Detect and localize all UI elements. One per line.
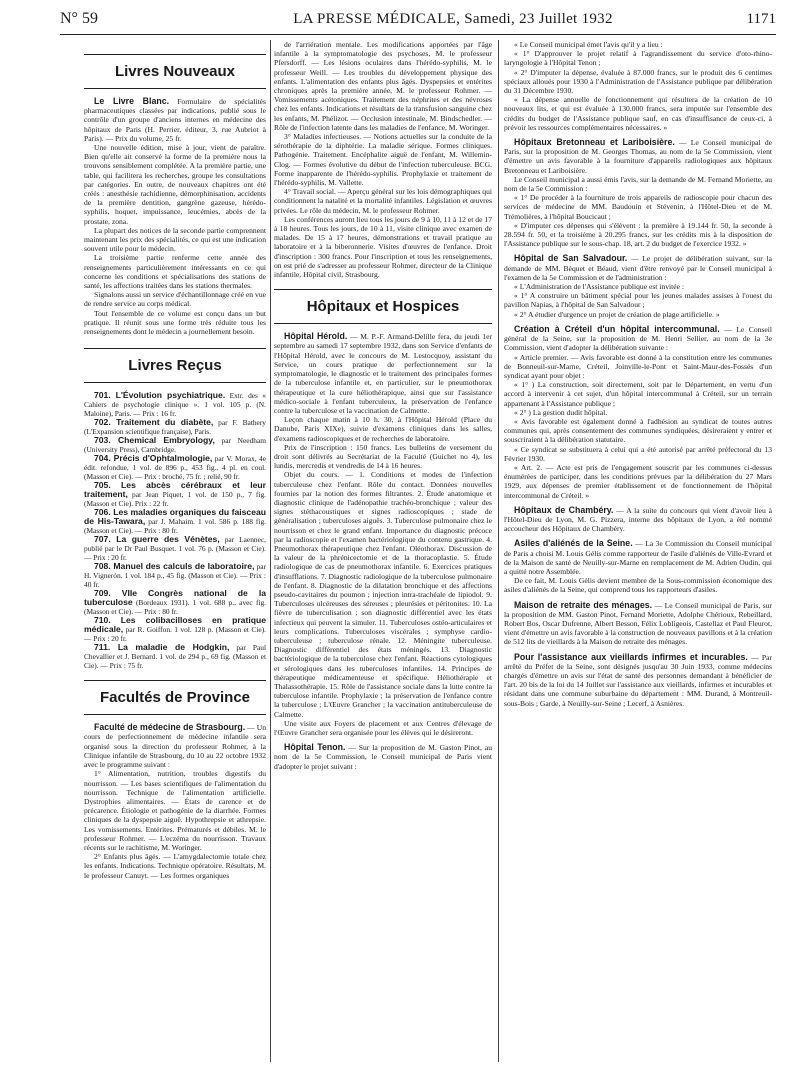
section-title-hopitaux: Hôpitaux et Hospices <box>274 289 492 324</box>
paragraph: « Le Conseil municipal émet l'avis qu'il y a lieu : <box>514 40 663 49</box>
item-heading: Hôpitaux Bretonneau et Lariboisière. <box>514 137 675 148</box>
item-heading: Hôpitaux de Chambéry. <box>514 504 614 515</box>
book-details: par H. Vignerón. 1 vol. 184 p., 45 fig. (Masson et Cie). — Prix : 40 fr. <box>84 562 266 590</box>
section-title-facultes: Facultés de Province <box>84 680 266 715</box>
paragraph: 3° Maladies infectieuses. — Notions actuelles sur la conduite de la sérothérapie de la diphtérie. La maladie sérique. Formes cliniques. Pathogénie. Traitement. Encéphalite aiguë de l'enfant, M. Willemin-Clog. — Formes évolutive du début de l'infection tuberculeuse. BCG. Forme inapparente de l'hérédo-syphilis. Prophylaxie et traitement de l'hérédo-syphilis, M. Vallette. <box>274 132 492 188</box>
paragraph: « La dépense annuelle de fonctionnement qui résultera de la création de 10 nouveaux lits, et qui est évaluée à 130.000 francs, sera imputée sur l'ensemble des crédits du budget de l'Assistance publique sauf, en cas d'insuffisance de ceux-ci, à prévoir les ressources complémentaires nécessaires. » <box>504 95 772 132</box>
book-details: (Bordeaux 1931). 1 vol. 688 p., avec fig. (Masson et Cie). — Prix : 80 fr. <box>84 598 266 617</box>
book-title: 703. Chemical Embryology, <box>94 435 215 446</box>
column-2 <box>274 40 492 1074</box>
paragraph: de l'arriération mentale. Les modifications apportées par l'âge infantile à la symptomatologie des psychoses, M. le professeur Pfersdorff. — Les lésions oculaires dans l'hérédo-syphilis, M. le professeur Weill. — Les troubles du développement physique des enfants. L'alimentation des enfants plus âgés. Dyspepsies et entérites chroniques après la première année, M. le professeur Rohmer. — Vomissements acétoniques. Traitement des néphrites et des névroses chez les enfants. Indications et résultats de la transfusion sanguine chez les enfants, M. Phélizot. — Occlusion intestinale, M. Bindschedler. — Rôle de l'infection latente dans les maladies de l'enfance, M. Woringer. <box>274 40 492 132</box>
book-title: 705. Les abcès cérébraux et leur traitement, <box>84 480 266 500</box>
paragraph: La troisième partie renferme cette année des renseignements particulièrement intéressants en ce qui concerne les conditions et spécialisations des stations de santé, les affections traitées dans les stations thermales. <box>84 253 266 291</box>
paragraph: « 2° ) La gestion dudit hôpital. <box>514 407 608 417</box>
section-title-livres-recus: Livres Reçus <box>84 348 266 383</box>
paragraph: De ce fait, M. Louis Gélis devient membre de la Sous-commission économique des asiles d'aliénés de la Seine, qui comprend tous les rapporteurs d'asiles. <box>504 576 772 595</box>
paragraph <box>274 743 492 771</box>
book-details: par V. Morax, 4e édit. refondue, 1 vol. de 896 p., 453 fig., 4 pl. en coul. (Masson et Cie). — Prix : broché, 75 fr. ; relié, 90 fr. <box>84 454 266 482</box>
paragraph: « L'Administration de l'Assistance publique est invitée : <box>514 282 684 292</box>
item-text: — Le Conseil municipal de Paris, sur la proposition de M. Georges Thomas, au nom de la 5e Commission, vient d'émettre un avis favorable à la fourniture d'appareils radiologiques aux hôpitaux Bretonneau et Lariboisière. <box>504 138 772 175</box>
paragraph <box>84 723 266 769</box>
book-title: 701. L'Évolution psychiatrique. <box>94 390 226 401</box>
book-entry <box>84 436 266 454</box>
column-divider <box>498 40 499 1062</box>
paragraph: « Avis favorable est également donné à l'adhésion au syndicat de toutes autres communes qui, après consentement des communes syndiquées, désireraient y entrer et souscriraient à la délibération statutaire. <box>504 416 772 445</box>
page-number: 1171 <box>746 10 776 27</box>
book-details: par Jean Piquet, 1 vol. de 150 p., 7 fig. (Masson et Cie). Prix : 22 fr. <box>84 490 266 509</box>
paragraph: « 1° D'approuver le projet relatif à l'agrandissement du service d'oto-rhino-laryngologie à l'Hôpital Tenon ; <box>504 49 772 68</box>
book-entry <box>84 391 266 418</box>
paragraph: Le Conseil municipal a aussi émis l'avis, sur la demande de M. Fernand Moriette, au nom de la 5e Commission : <box>504 174 772 194</box>
item-text: — Sur la proposition de M. Gaston Pinot, au nom de la 5e Commission, le Conseil municipal de Paris vient d'adopter le projet suivant : <box>274 743 492 771</box>
paragraph <box>274 332 492 415</box>
item-heading: Hôpital Tenon. <box>284 742 346 753</box>
paragraph <box>504 506 772 534</box>
book-title: 708. Manuel des calculs de laboratoire, <box>94 561 255 572</box>
item-heading: Asiles d'aliénés de la Seine. <box>514 538 633 549</box>
item-text: — A la suite du concours qui vient d'avoir lieu à l'Hôtel-Dieu de Lyon, M. G. Pizzera, interne des hôpitaux de Lyon, a été nommé accoucheur des Hôpitaux de Chambéry. <box>504 505 772 534</box>
item-text: — Le projet de délibération suivant, sur la demande de MM. Bèquet et Béaud, vient d'être renvoyé par le Conseil municipal à l'examen de la 5e Commission et de l'administration : <box>504 254 772 282</box>
paragraph: Tout l'ensemble de ce volume est conçu dans un but pratique. Il réunit sous une forme très réduite tous les renseignements dont le médecin a journellement besoin. <box>84 308 266 337</box>
book-details: par Laennec, publié par le Dr Paul Busquet. 1 vol. 76 p. (Masson et Cie). — Prix : 20 fr. <box>84 535 266 563</box>
book-details: par J. Mahaim. 1 vol. 586 p. 188 fig. (Masson et Cie). — Prix : 80 fr. <box>84 517 266 536</box>
book-title: 702. Traitement du diabète, <box>94 417 214 428</box>
paragraph: « Article premier. — Avis favorable est donné à la constitution entre les communes de Bonneuil-sur-Marne, Créteil, Joinville-le-Pont et Saint-Maur-des-Fossés d'un syndicat ayant pour objet : <box>504 352 772 380</box>
paragraph: 4° Travail social. — Aperçu général sur les lois démographiques qui conditionnent la natalité et la mortalité infantiles. Législation et œuvres privées. Le rôle du médecin, M. le professeur Rohmer. <box>274 187 492 215</box>
book-details: par F. Bathery (L'Expansion scientifique française), Paris. <box>84 418 266 437</box>
paragraph: Objet du cours. — 1. Conditions et modes de l'infection tuberculeuse chez l'enfant. Rôle du contact. Données nouvelles fournies par la notion des formes filtrantes. 2. Étude anatomique et diagnostic clinique de l'adénopathie trachéo-bronchique ; valeur des signes stéthacoustiques et signes radioscopiques ; stade de généralisation ; tuberculoses aiguës. 3. Tuberculose pulmonaire chez le nourrisson et chez le grand enfant. Importance du diagnostic précoce par la radioscopie et l'examen bactériologique du contenu gastrique. 4. Pneumothorax thérapeutique chez l'enfant. Oléothorax. Discussion de la valeur de la phrénicectomie et de la thoracoplastie. 5. Étude radiologique de cas de pneumothorax infantile. 6. Exercices pratiques d'insufflations. 7. Diagnostic radiologique de la tuberculose pulmonaire de l'enfant. 8. Diagnostic de la dilatation bronchique et des affections pseudo-cavitaires du poumon ; injection intra-trachéale de lipiodol. 9. Tuberculoses ulcéreuses des séreuses ; pleurésies et péritonites. 10. La fièvre de tuberculisation ; son diagnostic différentiel avec les états infectieux qui peuvent la simuler. 11. Tuberculoses ostéo-articulaires et leurs complications. Tuberculoses viscérales ; symphyse cardio-tuberculeuse ; tuberculose rénale. 12. Méningite tuberculeuse. Diagnostic différentiel des états méningés. 13. Diagnostic bactériologique de la tuberculose chez l'enfant. Réactions cytologiques et sérologiques dans les tuberculoses infantiles. 14. Principes de thérapeutique médicamenteuse et spécifique. Héliothérapie et Thalassothérapie. 15. Rôle de l'assistance sociale dans la lutte contre la tuberculose infantile. Prophylaxie ; la préservation de l'enfance contre la tuberculose ; L'Œuvre Grancher ; la vaccination antituberculeuse de Calmette. <box>274 470 492 719</box>
paragraph: « 2° D'imputer la dépense, évaluée à 87.000 francs, sur le produit des 6 centimes spéciaux alloués pour 1930 à l'Administration de l'Assistance publique par délibération du 31 Décembre 1930. <box>504 67 772 96</box>
paragraph <box>504 325 772 353</box>
paragraph: « 1° De procéder à la fourniture de trois appareils de radioscopie pour chacun des services de médecine de MM. Baudouin et Stévenin, à l'Hôtel-Dieu et de M. Trémolières, à l'hôpital Boucicaut ; <box>504 193 772 221</box>
book-title: 704. Précis d'Ophtalmologie, <box>94 453 213 464</box>
paragraph <box>504 138 772 175</box>
paragraph: « Ce syndicat se substituera à celui qui a été autorisé par arrêté préfectoral du 13 Février 1930. <box>504 444 772 463</box>
paragraph: « Art. 2. — Acte est pris de l'engagement souscrit par les communes ci-dessus énumérées de participer, dans les conditions prévues par la délibération du 27 Mars 1929, aux dépenses de premier établissement et de fonctionnement de l'hôpital intercommunal de Créteil. » <box>504 462 772 500</box>
paragraph: 2° Enfants plus âgés. — L'amygdalectomie totale chez les enfants. Indications. Technique opératoire. Résultats, M. le professeur Canuyt. — Les formes organiques <box>84 852 266 880</box>
book-entry <box>84 481 266 508</box>
paragraph: « 1° A construire un bâtiment spécial pour les jeunes malades assises à l'ouest du pavillon Napias, à l'hôpital de San Salvadour ; <box>504 291 772 310</box>
book-entry <box>84 589 266 616</box>
book-entry <box>84 562 266 589</box>
book-title: 709. VIIe Congrès national de la tuberculose <box>84 588 266 608</box>
page-header <box>60 4 776 35</box>
book-title: 706. Les maladies organiques du faisceau de His-Tawara, <box>84 507 266 527</box>
column-divider <box>270 40 271 1062</box>
item-text: — Le Conseil général de la Seine, sur la proposition de M. Henri Sellier, au nom de la 3e Commission, vient d'adopter la délibération suivante : <box>504 324 772 353</box>
paragraph <box>84 97 266 143</box>
item-heading: Pour l'assistance aux vieillards infirmes et incurables. <box>514 651 748 662</box>
book-entry <box>84 535 266 562</box>
item-text: Formulaire de spécialités pharmaceutiques classées par indications, publié sous le contrôle d'un groupe d'anciens internes en médecine des hôpitaux de Paris (H. Perrier, éditeur, 3, rue Aubriot à Paris). — Prix du volume, 25 fr. <box>84 97 266 143</box>
item-text: — Le Conseil municipal de Paris, sur la proposition de MM. Gaston Pinot, Fernand Moriette, Adolphe Chérioux, Rebeillard, Robert Bos, Oscar Dufrenne, Albert Besson, Félix Lobligeois, Castellaz et Paul Fleurot, vient d'émettre un avis favorable à la construction de nouveaux pavillons et à la création de 512 lits de vieillards à la Maison de retraite des ménages. <box>504 600 772 647</box>
book-title: 710. Les colibacilloses en pratique médicale, <box>84 615 266 635</box>
item-heading: Le Livre Blanc. <box>94 96 170 106</box>
paragraph: Signalons aussi un service d'échantillonnage créé en vue de rendre service au corps médical. <box>84 290 266 309</box>
paragraph: « 1° ) La construction, soit directement, soit par le Département, en vertu d'un accord à intervenir à cet sujet, d'un hôpital intercommunal à Créteil, sur un terrain appartenant à l'Assistance publique ; <box>504 380 772 408</box>
item-text: — La 3e Commission du Conseil municipal de Paris a choisi M. Louis Gélis comme rapporteur de l'asile d'aliénés de Ville-Evrard et de la Maison de santé de Neuilly-sur-Marne en remplacement de M. Adrien Oudin, qui a quitté notre Assemblée. <box>504 539 772 576</box>
book-entry <box>84 418 266 436</box>
paragraph: Une nouvelle édition, mise à jour, vient de paraître. Bien qu'elle ait conservé la forme de la première nous la trouvons sensiblement complétée. A la première partie, une table, qui facilitera les recherches, groupe les consultations par catégories. En outre, de nouveaux chapitres ont été créés : anesthésie rachidienne, démorphinisation, accidents de la première dentition, gangrène gazeuse, hérédo-syphilis, hoquet, impuissance, leucémies, abcès de la prostate, zona. <box>84 143 266 226</box>
item-text: — Par arrêté du Préfet de la Seine, sont désignés jusqu'au 30 Juin 1933, comme médecins chargés d'émettre un avis sur l'état de santé des personnes demandant à bénéficier de l'art. 20 bis de la loi du 14 Juillet sur l'assistance aux vieillards, infirmes et incurables et résidant dans une commune suburbaine du département : MM. Durand, à Montreuil-sous-Bois ; Garde, à Neuilly-sur-Seine ; Lecerf, à Asnières. <box>504 652 772 708</box>
book-entry <box>84 616 266 643</box>
paragraph: Les conférences auront lieu tous les jours de 9 à 10, 11 à 12 et de 17 à 18 heures. Tous les jours, de 10 à 11, visite clinique avec examen de malades. De 15 à 17 heures, démonstrations et travail pratique au laboratoire et à la biberonnerie. Visites d'œuvres de l'enfance. Droit d'inscription : 300 francs. Pour l'inscription et tous les renseignements, on est prié de s'adresser au professeur Rohmer, directeur de la Clinique infantile, Hôpital civil, Strasbourg. <box>274 214 492 280</box>
paragraph: Leçon chaque matin à 10 h. 30, à l'Hôpital Hérold (Place du Danube, Paris XIXe), suivie d'examens cliniques dans les salles, d'examens radioscopiques et de recherches de laboratoire. <box>274 415 492 443</box>
book-entry <box>84 508 266 535</box>
column-3 <box>504 40 772 1074</box>
paragraph: Prix de l'inscription : 150 francs. Les bulletins de versement du droit sont délivrés au Secrétariat de la Faculté (Guichet no 4), les lundis, mercredis et vendredis de 14 à 16 heures. <box>274 442 492 471</box>
item-heading: Faculté de médecine de Strasbourg. <box>94 722 246 733</box>
paragraph: La plupart des notices de la seconde partie comprennent maintenant les prix des spécialités, ce qui est une indication souvent utile pour le médecin. <box>84 225 266 254</box>
books-list <box>84 391 266 670</box>
book-details: par R. Goiffon. 1 vol. 128 p. (Masson et Cie). — Prix : 20 fr. <box>84 625 266 644</box>
book-entry <box>84 454 266 481</box>
paragraph <box>504 653 772 708</box>
item-text: — M. P.-F. Armand-Delille fera, du jeudi 1er septembre au samedi 17 septembre 1932, dans son Service d'enfants de l'Hôpital Hérold, avec le concours de M. Lestocquoy, assistant du Service, un cours pratique de perfectionnement sur la symptomatologie, le diagnostic et le traitement des principales formes de la tuberculose infantile et, en particulier, sur le pneumothorax thérapeutique et la cure héliothérapique, ainsi que sur l'assistance médico-sociale à l'enfant tuberculeux, la préservation de l'enfance contre la tuberculose et la vaccination de Calmette. <box>274 332 492 415</box>
paragraph <box>504 539 772 576</box>
item-heading: Hôpital Hérold. <box>284 331 348 342</box>
item-heading: Création à Créteil d'un hôpital intercommunal. <box>514 323 720 334</box>
book-title: 707. La guerre des Vénètes, <box>94 534 220 545</box>
book-entry <box>84 643 266 670</box>
journal-title: LA PRESSE MÉDICALE, Samedi, 23 Juillet 1932 <box>293 10 613 27</box>
book-details: par Needham (University Press), Cambridge. <box>84 436 266 455</box>
paragraph <box>504 254 772 282</box>
paragraph: « D'imputer ces dépenses qui s'élèvent : la première à 19.144 fr. 50, la seconde à 28.594 fr. 50, et la troisième à 20.295 francs, sur les crédits mis à la disposition de l'Assistance publique sur le sous-chap. 18, art. 2 du budget de l'exercice 1932. » <box>504 220 772 249</box>
paragraph: 1° Alimentation, nutrition, troubles digestifs du nourrisson. — Les bases scientifiques de l'alimentation du nourrisson. Technique de l'alimentation artificielle. Dystrophies alimentaires. — États de carence et de précarence. Étiologie et pathogénie de la diarrhée. Formes cliniques de la dyspepsie aiguë. Hypothrepsie et athrepsie. Les vomissements. Entérites. Prématurés et débiles. M. le professeur Rohmer. — L'eczéma du nourrisson. Travaux récents sur le rachitisme, M. Woringer. <box>84 769 266 852</box>
item-heading: Maison de retraite des ménages. <box>514 599 653 610</box>
book-details: Extr. des « Cahiers de psychologie clinique ». 1 vol. 105 p. (N. Maloine), Paris. — Prix : 16 fr. <box>84 391 266 419</box>
book-title: 711. La maladie de Hodgkin, <box>94 642 230 653</box>
column-1 <box>84 40 266 1074</box>
issue-number: N° 59 <box>60 10 98 27</box>
item-heading: Hôpital de San Salvadour. <box>514 253 628 264</box>
paragraph <box>504 601 772 647</box>
item-text: — Un cours de perfectionnement de médecine infantile sera organisé sous la direction du professeur Rohmer, à la Clinique infantile de Strasbourg, du 10 au 22 octobre 1932 avec le programme suivant : <box>84 723 266 770</box>
section-title-livres-nouveaux: Livres Nouveaux <box>84 54 266 89</box>
paragraph: « 2° A étudier d'urgence un projet de création de plage artificielle. » <box>514 309 720 319</box>
book-details: par Paul Chevallier et J. Bernard. 1 vol. de 294 p., 69 fig. (Masson et Cie). — Prix : 75 fr. <box>84 643 266 671</box>
paragraph: Une visite aux Foyers de placement et aux Centres d'élevage de l'Œuvre Grancher sera organisée pour les élèves qui le désireront. <box>274 718 492 738</box>
